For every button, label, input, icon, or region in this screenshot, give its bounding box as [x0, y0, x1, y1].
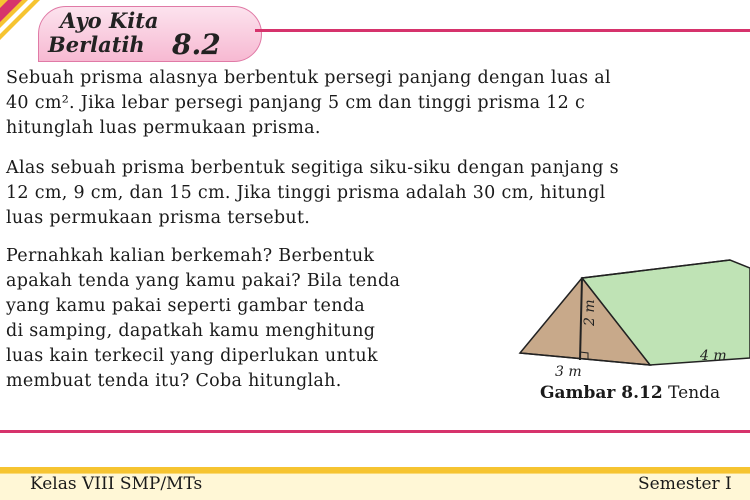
- footer-semester-label: Semester I: [638, 474, 732, 494]
- problem-3-line-4: di samping, dapatkah kamu menghitung: [6, 321, 376, 341]
- section-number: 8.2: [172, 28, 221, 61]
- footer-class-label: Kelas VIII SMP/MTs: [30, 474, 203, 494]
- problem-1-line-1: Sebuah prisma alasnya berbentuk persegi panjang dengan luas al: [6, 68, 611, 88]
- problem-2-line-2: 12 cm, 9 cm, dan 15 cm. Jika tinggi prisma adalah 30 cm, hitungl: [6, 183, 606, 203]
- figure-caption-text: Tenda: [668, 383, 721, 403]
- problem-1-line-2: 40 cm². Jika lebar persegi panjang 5 cm dan tinggi prisma 12 c: [6, 93, 586, 113]
- figure-caption-label: Gambar 8.12: [540, 383, 663, 403]
- problem-2-line-3: luas permukaan prisma tersebut.: [6, 208, 311, 228]
- problem-2: [6, 156, 619, 231]
- problem-1-line-3: hitunglah luas permukaan prisma.: [6, 118, 321, 138]
- tent-length-label: 4 m: [700, 348, 727, 364]
- problem-3-line-5: luas kain terkecil yang diperlukan untuk: [6, 346, 378, 366]
- tent-height-label: 2 m: [582, 299, 598, 326]
- problem-3: [6, 244, 476, 394]
- problem-3-line-6: membuat tenda itu? Coba hitunglah.: [6, 371, 342, 391]
- tent-width-label: 3 m: [555, 364, 582, 380]
- problem-3-line-3: yang kamu pakai seperti gambar tenda: [6, 296, 365, 316]
- problem-3-line-1: Pernahkah kalian berkemah? Berbentuk: [6, 246, 375, 266]
- tent-figure: [510, 248, 750, 393]
- problem-3-line-2: apakah tenda yang kamu pakai? Bila tenda: [6, 271, 401, 291]
- figure-caption: [540, 383, 720, 403]
- section-title-line2: Berlatih: [48, 32, 145, 57]
- bottom-rule: [0, 430, 750, 433]
- problem-2-line-1: Alas sebuah prisma berbentuk segitiga siku-siku dengan panjang s: [6, 158, 619, 178]
- header-rule: [255, 29, 750, 32]
- problem-1: [6, 66, 611, 141]
- section-title-line1: Ayo Kita: [60, 8, 159, 33]
